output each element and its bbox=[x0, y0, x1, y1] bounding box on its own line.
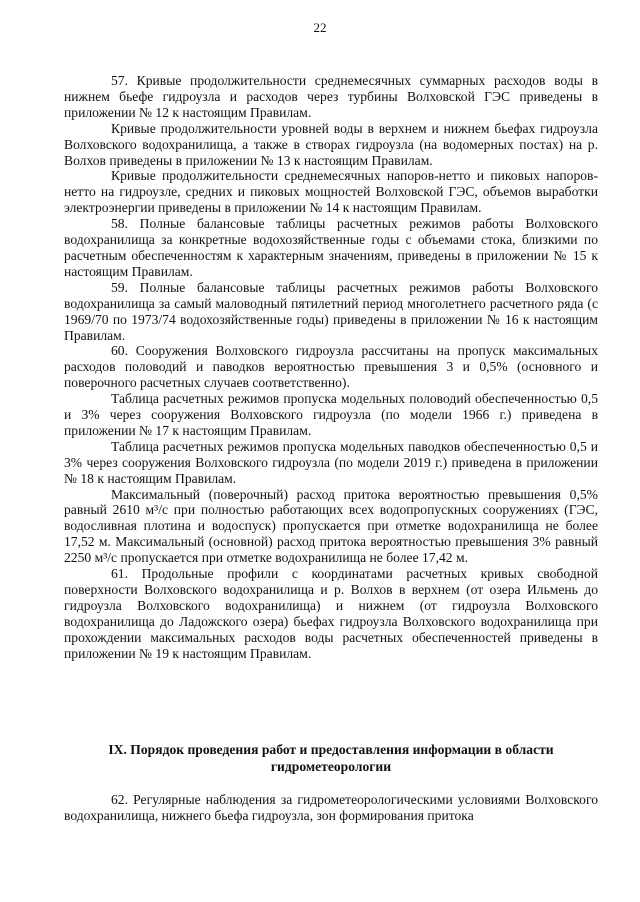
paragraph-62: 62. Регулярные наблюдения за гидрометеорологическими условиями Волховского водохранилища, нижнего бьефа гидроузла, зон формирования притока bbox=[64, 792, 598, 823]
paragraph-60-max-discharge: Максимальный (поверочный) расход притока вероятностью превышения 0,5% равный 2610 м³/с при полностью работающих всех водопропускных сооружениях (ГЭС, водосливная плотина и водоспуск) пропускается при отметке водохранилища не более 17,52 м. Максимальный (основной) расход притока вероятностью превышения 3% равный 2250 м³/с пропускается при отметке водохранилища не более 17,42 м. bbox=[64, 486, 598, 566]
paragraph-60-floods: Таблица расчетных режимов пропуска модельных половодий обеспеченностью 0,5 и 3% через сооружения Волховского гидроузла (по модели 1966 г.) приведена в приложении № 17 к настоящим Правилам. bbox=[64, 391, 598, 438]
paragraph-59: 59. Полные балансовые таблицы расчетных режимов работы Волховского водохранилища за самый маловодный пятилетний период многолетнего расчетного ряда (с 1969/70 по 1973/74 водохозяйственные годы) приведены в приложении № 16 к настоящим Правилам. bbox=[64, 279, 598, 343]
section-9-body bbox=[64, 792, 598, 824]
paragraph-57-levels: Кривые продолжительности уровней воды в верхнем и нижнем бьефах гидроузла Волховского водохранилища, а также в створах гидроузла (на водомерных постах) на р. Волхов приведены в приложении № 13 к настоящим Правилам. bbox=[64, 120, 598, 168]
paragraph-61: 61. Продольные профили с координатами расчетных кривых свободной поверхности Волховского водохранилища и р. Волхов в верхнем (от озера Ильмень до гидроузла Волховского водохранилища) и нижнем (от гидроузла Волховского водохранилища до Ладожского озера) бьефах гидроузла Волховского водохранилища при прохождении максимальных расходов воды расчетных обеспеченностей приведены в приложении № 19 к настоящим Правилам. bbox=[64, 566, 598, 661]
paragraph-57-heads: Кривые продолжительности среднемесячных напоров-нетто и пиковых напоров-нетто на гидроузле, средних и пиковых мощностей Волховской ГЭС, объемов выработки электроэнергии приведены в приложении № 14 к настоящим Правилам. bbox=[64, 168, 598, 216]
paragraph-58: 58. Полные балансовые таблицы расчетных режимов работы Волховского водохранилища за конкретные водохозяйственные годы с объемами стока, близкими по расчетным обеспеченностям к характерным значениям, приведены в приложении № 15 к настоящим Правилам. bbox=[64, 216, 598, 279]
paragraph-57: 57. Кривые продолжительности среднемесячных суммарных расходов воды в нижнем бьефе гидроузла и расходов через турбины Волховской ГЭС приведены в приложении № 12 к настоящим Правилам. bbox=[64, 73, 598, 120]
paragraph-60: 60. Сооружения Волховского гидроузла рассчитаны на пропуск максимальных расходов половодий и паводков вероятностью превышения 3 и 0,5% (основного и поверочного расчетных случаев соответственно). bbox=[64, 343, 598, 391]
section-heading: IX. Порядок проведения работ и предоставления информации в области гидрометеорологии bbox=[108, 742, 554, 774]
page-number: 22 bbox=[313, 20, 327, 35]
paragraph-60-freshets: Таблица расчетных режимов пропуска модельных паводков обеспеченностью 0,5 и 3% через сооружения Волховского гидроузла (по модели 2019 г.) приведена в приложении № 18 к настоящим Правилам. bbox=[64, 438, 598, 486]
section-8-body bbox=[64, 73, 598, 662]
